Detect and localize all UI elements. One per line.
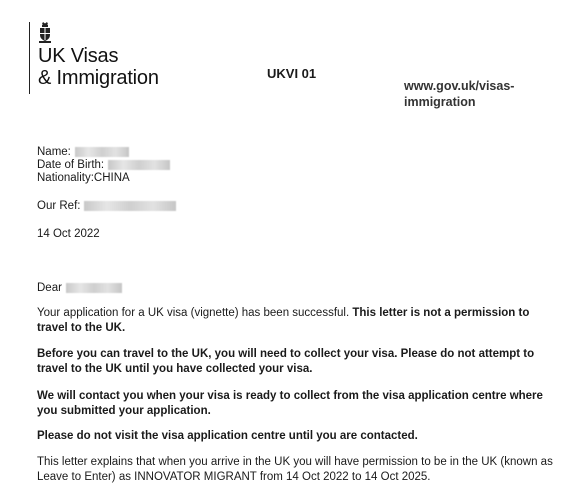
redacted-dob: [108, 160, 170, 170]
website-url: www.gov.uk/visas-immigration: [404, 79, 515, 109]
royal-crest-icon: [38, 22, 52, 44]
redacted-recipient: [66, 283, 122, 293]
paragraph-application-result: [37, 306, 557, 336]
paragraph-contact-notice: We will contact you when your visa is ready to collect from the visa application centre where you submitted your application.: [37, 390, 543, 417]
dob-label: Date of Birth:: [37, 159, 105, 171]
redacted-name: [75, 147, 129, 157]
salutation: [37, 281, 122, 295]
letter-date: 14 Oct 2022: [37, 228, 100, 240]
ukvi-logo: [29, 22, 159, 94]
paragraph-leave-to-enter: This letter explains that when you arrive in the UK you will have permission to be in the UK (known as Leave to Enter) as INNOVATOR MIGRANT from 14 Oct 2022 to 14 Oct 2025.: [37, 456, 553, 483]
not-permission-notice: This letter is not a permission to travel to the UK.: [37, 307, 530, 334]
nationality-field: Nationality:CHINA: [37, 172, 130, 184]
our-ref-label: Our Ref:: [37, 200, 81, 212]
name-label: Name:: [37, 146, 71, 158]
dear-label: Dear: [37, 282, 62, 294]
document-reference-code: UKVI 01: [267, 66, 317, 81]
our-ref-field: [37, 199, 176, 213]
paragraph-collect-visa: Before you can travel to the UK, you will need to collect your visa. Please do not attempt to travel to the UK until you have collected your visa.: [37, 348, 535, 375]
redacted-reference: [84, 201, 176, 211]
application-success-text: Your application for a UK visa (vignette) has been successful.: [37, 307, 353, 319]
paragraph-do-not-visit: Please do not visit the visa application centre until you are contacted.: [37, 430, 418, 442]
logo-text-line1: UK Visas: [38, 45, 119, 67]
logo-text-line2: & Immigration: [38, 67, 159, 89]
name-field: [37, 145, 129, 159]
dob-field: [37, 158, 170, 172]
